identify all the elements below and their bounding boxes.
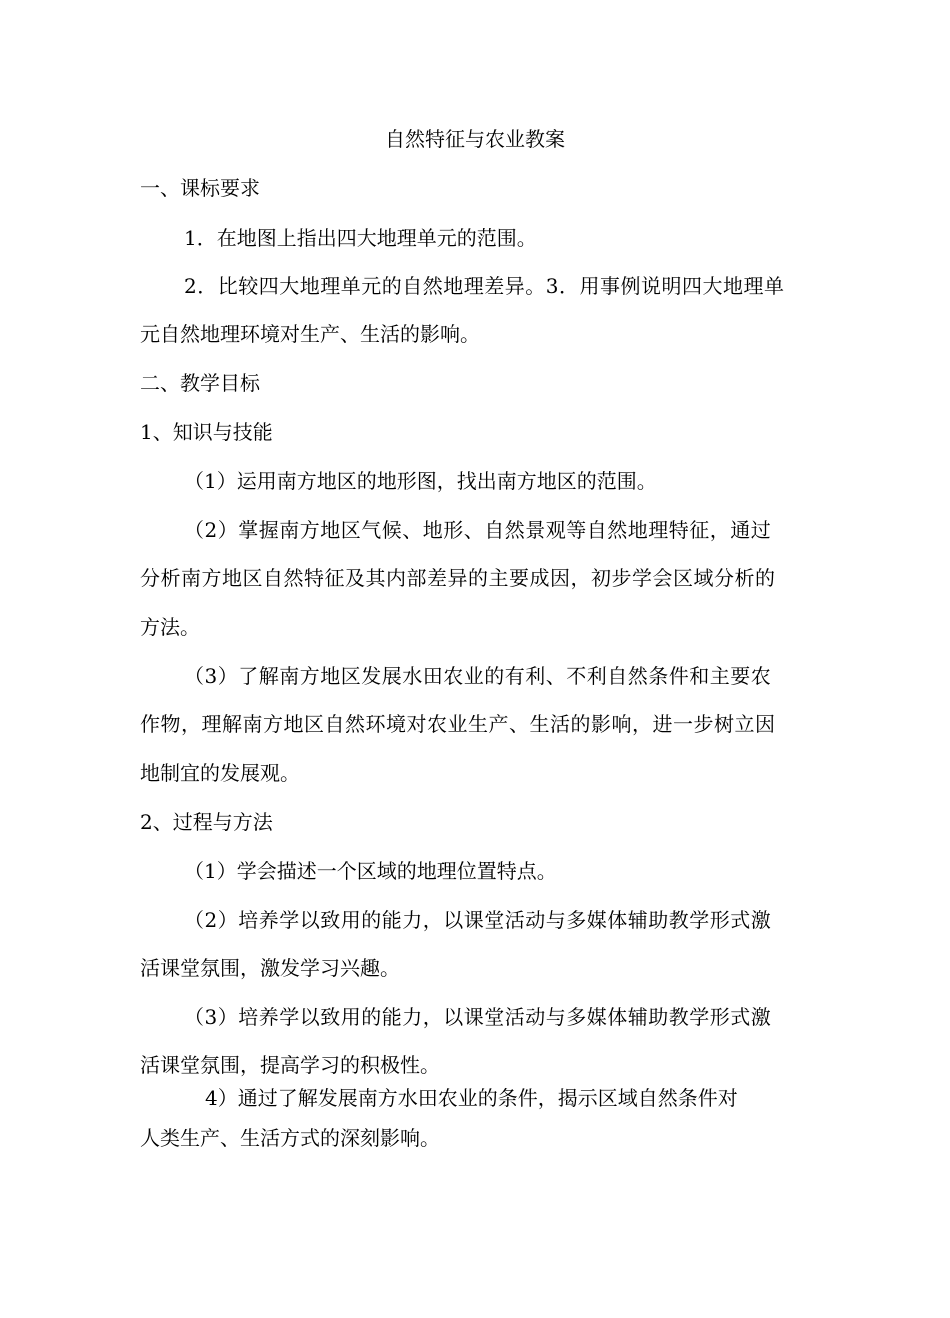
paragraph-line: 1．在地图上指出四大地理单元的范围。 xyxy=(184,226,537,250)
subsection-heading-process: 2、过程与方法 xyxy=(140,810,273,834)
paragraph-line: 4）通过了解发展南方水田农业的条件，揭示区域自然条件对 xyxy=(205,1086,738,1110)
paragraph-line: 元自然地理环境对生产、生活的影响。 xyxy=(140,322,480,346)
paragraph-line: （2）培养学以致用的能力，以课堂活动与多媒体辅助教学形式激 xyxy=(184,908,772,932)
paragraph-line: （1）运用南方地区的地形图，找出南方地区的范围。 xyxy=(184,469,657,493)
paragraph-line: 2．比较四大地理单元的自然地理差异。3．用事例说明四大地理单 xyxy=(184,274,785,298)
section-heading-standards: 一、课标要求 xyxy=(140,176,260,200)
paragraph-line: （2）掌握南方地区气候、地形、自然景观等自然地理特征，通过 xyxy=(184,518,772,542)
paragraph-line: （3）了解南方地区发展水田农业的有利、不利自然条件和主要农 xyxy=(184,664,772,688)
paragraph-line: 人类生产、生活方式的深刻影响。 xyxy=(140,1126,440,1150)
paragraph-line: 活课堂氛围，提高学习的积极性。 xyxy=(140,1053,440,1077)
paragraph-line: 作物，理解南方地区自然环境对农业生产、生活的影响，进一步树立因 xyxy=(140,712,776,736)
paragraph-line: （3）培养学以致用的能力，以课堂活动与多媒体辅助教学形式激 xyxy=(184,1005,772,1029)
paragraph-line: 地制宜的发展观。 xyxy=(140,761,300,785)
paragraph-line: 活课堂氛围，激发学习兴趣。 xyxy=(140,956,400,980)
document-title: 自然特征与农业教案 xyxy=(385,127,565,151)
subsection-heading-knowledge: 1、知识与技能 xyxy=(140,420,273,444)
paragraph-line: （1）学会描述一个区域的地理位置特点。 xyxy=(184,859,557,883)
section-heading-objectives: 二、教学目标 xyxy=(140,371,260,395)
paragraph-line: 分析南方地区自然特征及其内部差异的主要成因，初步学会区域分析的 xyxy=(140,566,776,590)
paragraph-line: 方法。 xyxy=(140,615,200,639)
